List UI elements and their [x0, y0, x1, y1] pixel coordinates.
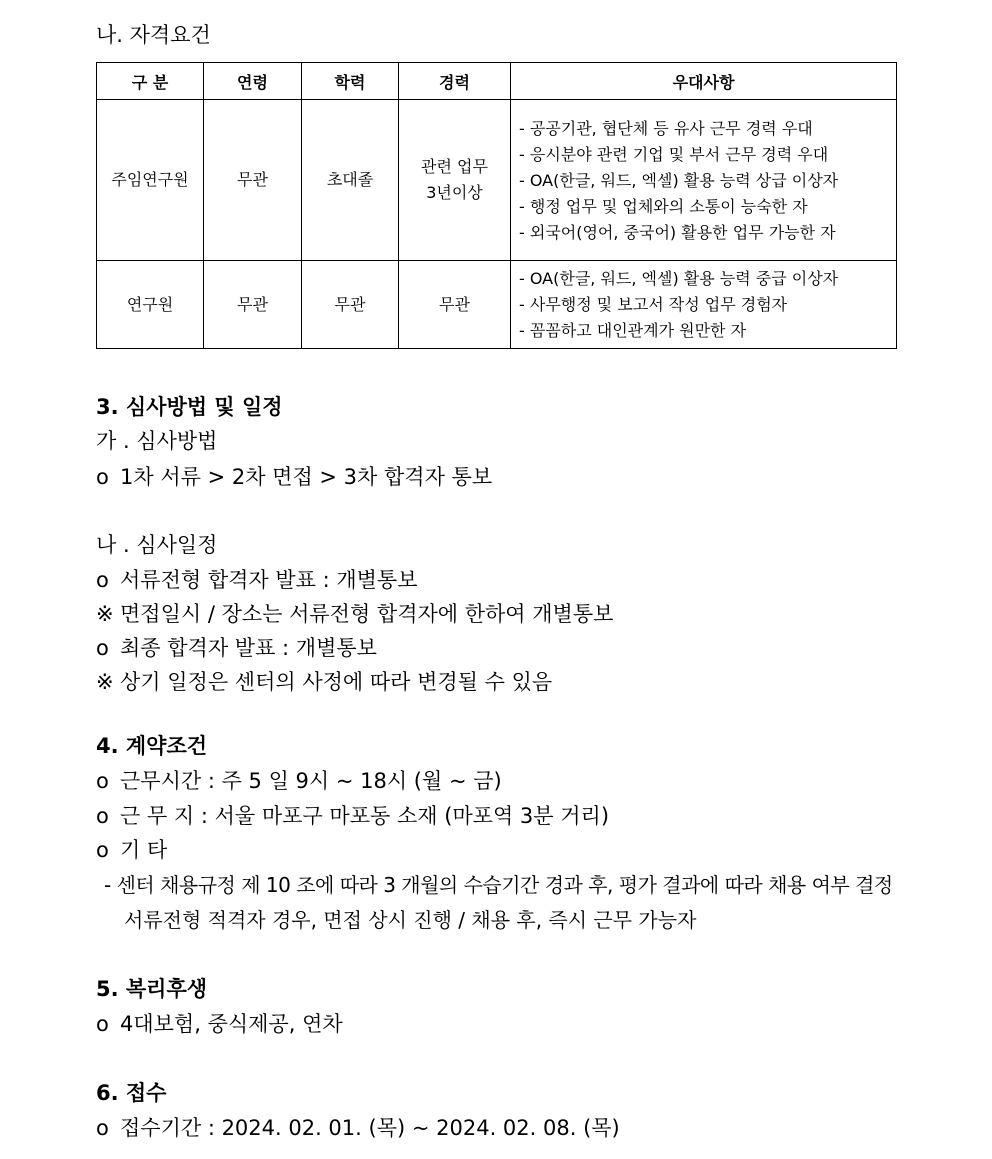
application-item — [96, 1113, 620, 1143]
header-category: 구 분 — [97, 63, 204, 100]
cell-education: 초대졸 — [302, 100, 399, 261]
preference-item: - 응시분야 관련 기업 및 부서 근무 경력 우대 — [519, 145, 829, 164]
bullet-mark: o — [96, 769, 109, 793]
qualification-title: 나. 자격요건 — [96, 23, 211, 47]
contract-item — [96, 766, 502, 796]
method-title: 가 . 심사방법 — [96, 429, 218, 453]
cell-experience — [399, 261, 511, 349]
preference-item: - 사무행정 및 보고서 작성 업무 경험자 — [519, 294, 788, 314]
schedule-text: 상기 일정은 센터의 사정에 따라 변경될 수 있음 — [120, 670, 553, 694]
note-mark: ※ — [96, 602, 114, 626]
preference-item: - OA(한글, 워드, 엑셀) 활용 능력 상급 이상자 — [519, 171, 839, 190]
note-mark: ※ — [96, 670, 114, 694]
cell-education: 무관 — [302, 261, 399, 349]
bullet-mark: o — [96, 636, 109, 660]
contract-text: 기 타 — [120, 838, 168, 862]
schedule-text: 면접일시 / 장소는 서류전형 합격자에 한하여 개별통보 — [120, 602, 614, 626]
schedule-title: 나 . 심사일정 — [96, 533, 218, 557]
experience-line: 3년이상 — [426, 183, 483, 202]
section6-title: 6. 접수 — [96, 1081, 167, 1105]
header-experience: 경력 — [399, 63, 511, 100]
method-item — [96, 462, 492, 492]
bullet-mark: o — [96, 1012, 109, 1036]
schedule-note — [96, 667, 552, 697]
section3-title: 3. 심사방법 및 일정 — [96, 395, 283, 419]
cell-position: 연구원 — [97, 261, 204, 349]
etc-line: 서류전형 적격자 경우, 면접 상시 진행 / 채용 후, 즉시 근무 가능자 — [124, 908, 697, 932]
preference-item: - 외국어(영어, 중국어) 활용한 업무 가능한 자 — [519, 223, 836, 242]
cell-experience — [399, 100, 511, 261]
schedule-item — [96, 565, 418, 595]
preference-item: - 행정 업무 및 업체와의 소통이 능숙한 자 — [519, 197, 808, 216]
method-text: 1차 서류 > 2차 면접 > 3차 합격자 통보 — [120, 465, 493, 489]
contract-text: 근무시간 : 주 5 일 9시 ~ 18시 (월 ~ 금) — [120, 769, 502, 793]
table-header-row — [97, 63, 897, 100]
contract-item — [96, 835, 167, 865]
contract-text: 근 무 지 : 서울 마포구 마포동 소재 (마포역 3분 거리) — [120, 804, 610, 828]
qualification-table — [96, 62, 897, 349]
bullet-mark: o — [96, 568, 109, 592]
section5-title: 5. 복리후생 — [96, 977, 208, 1001]
schedule-note — [96, 599, 613, 629]
header-age: 연령 — [204, 63, 302, 100]
application-text: 접수기간 : 2024. 02. 01. (목) ~ 2024. 02. 08. (목) — [120, 1116, 620, 1140]
experience-line: 무관 — [439, 294, 470, 314]
cell-position: 주임연구원 — [97, 100, 204, 261]
etc-line: - 센터 채용규정 제 10 조에 따라 3 개월의 수습기간 경과 후, 평가 결과에 따라 채용 여부 결정 — [104, 873, 893, 897]
preference-item: - 꼼꼼하고 대인관계가 원만한 자 — [519, 320, 747, 340]
bullet-mark: o — [96, 1116, 109, 1140]
header-preferences: 우대사항 — [511, 63, 897, 100]
schedule-text: 서류전형 합격자 발표 : 개별통보 — [120, 568, 418, 592]
cell-preferences — [511, 100, 897, 261]
table-row — [97, 100, 897, 261]
schedule-item — [96, 633, 377, 663]
section4-title: 4. 계약조건 — [96, 734, 208, 758]
cell-age: 무관 — [204, 261, 302, 349]
bullet-mark: o — [96, 804, 109, 828]
table-row — [97, 261, 897, 349]
benefit-text: 4대보험, 중식제공, 연차 — [120, 1012, 343, 1036]
bullet-mark: o — [96, 838, 109, 862]
experience-line: 관련 업무 — [421, 157, 488, 176]
cell-age: 무관 — [204, 100, 302, 261]
header-education: 학력 — [302, 63, 399, 100]
preference-item: - OA(한글, 워드, 엑셀) 활용 능력 중급 이상자 — [519, 268, 839, 288]
benefit-item — [96, 1009, 343, 1039]
contract-item — [96, 801, 609, 831]
bullet-mark: o — [96, 465, 109, 489]
preference-item: - 공공기관, 협단체 등 유사 근무 경력 우대 — [519, 119, 813, 138]
cell-preferences — [511, 261, 897, 349]
schedule-text: 최종 합격자 발표 : 개별통보 — [120, 636, 377, 660]
